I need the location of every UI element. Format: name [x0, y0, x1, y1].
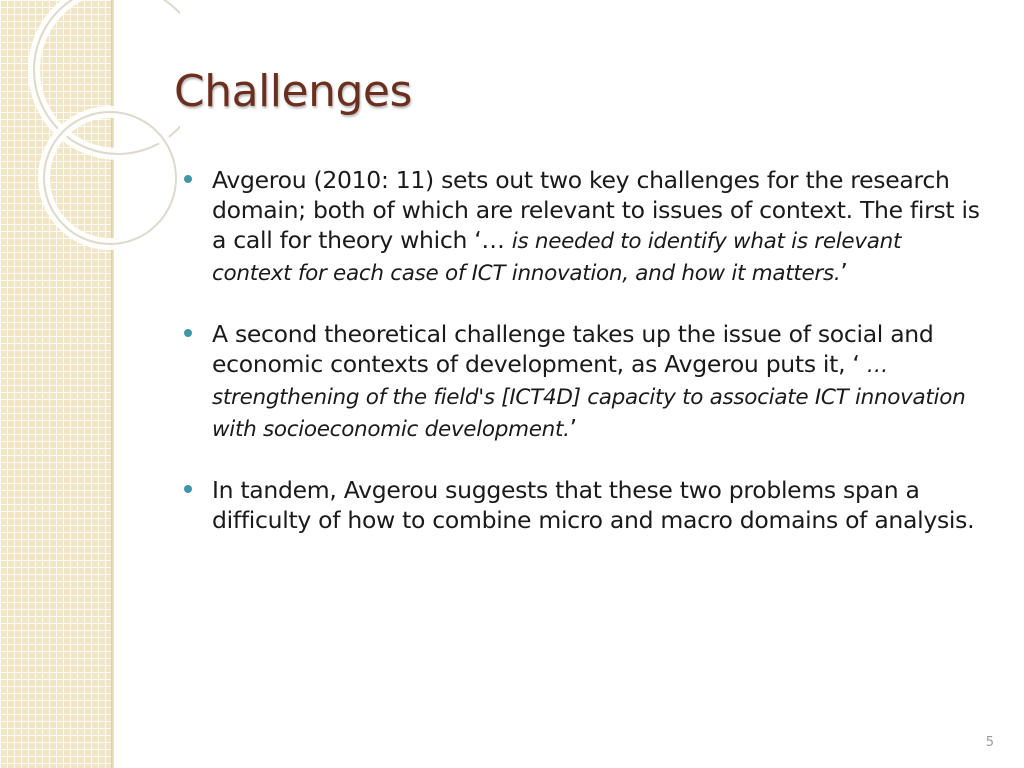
page-number: 5	[985, 735, 994, 750]
bullet-quote: … strengthening of the field's [ICT4D] capacity to associate ICT innovation with socioeconomic development.	[212, 353, 966, 442]
bullet-text: Avgerou (2010: 11) sets out two key challenges for the research domain; both of which are relevant to issues of context. The first is a call for theory which ‘…	[212, 166, 980, 254]
slide-title: Challenges	[174, 66, 412, 117]
bullet-dot-icon	[184, 485, 192, 493]
bullet-item	[184, 475, 984, 537]
bullet-item	[184, 165, 984, 289]
bullet-dot-icon	[184, 329, 192, 337]
bullet-text: In tandem, Avgerou suggests that these two problems span a difficulty of how to combine micro and macro domains of analysis.	[212, 476, 975, 534]
bullet-list	[184, 165, 984, 537]
bullet-text: A second theoretical challenge takes up the issue of social and economic contexts of development, as Avgerou puts it, ‘	[212, 320, 934, 378]
bullet-dot-icon	[184, 175, 192, 183]
bullet-quote-end: ’	[569, 414, 577, 442]
bullet-quote-end: ’	[840, 258, 848, 286]
bullet-item	[184, 319, 984, 445]
bullet-quote: is needed to identify what is relevant context for each case of ICT innovation, and how it matters.	[212, 229, 902, 286]
circle-ornament-icon	[0, 0, 180, 260]
